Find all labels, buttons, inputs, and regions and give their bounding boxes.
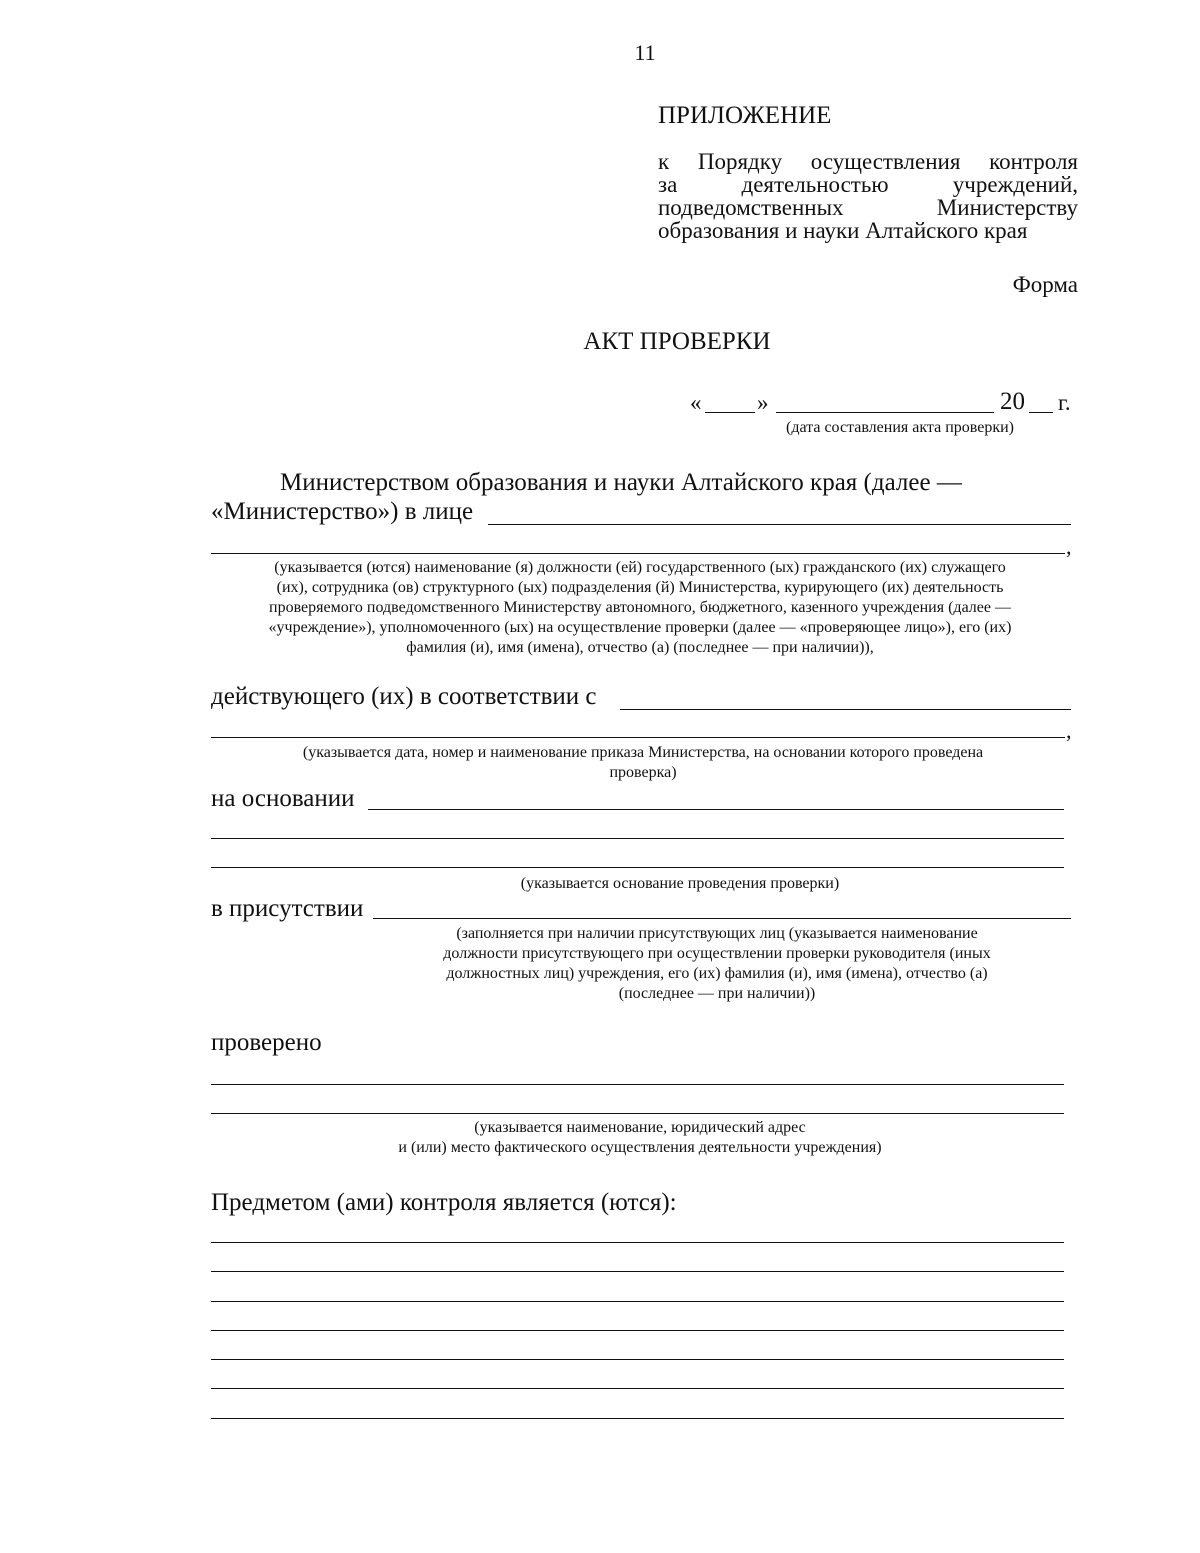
presence-label: в присутствии [211, 895, 364, 922]
subject-field[interactable] [211, 1242, 1064, 1243]
date-day-field[interactable] [705, 412, 755, 413]
date-month-field[interactable] [776, 412, 994, 413]
checked-field[interactable] [211, 1084, 1064, 1085]
appendix-text [658, 150, 1078, 242]
acting-note-line: (указывается дата, номер и наименование приказа Министерства, на основании которого проведена [302, 744, 984, 761]
appendix-line: за деятельностью учреждений, [658, 172, 1078, 197]
appendix-title: ПРИЛОЖЕНИЕ [658, 102, 832, 129]
acting-note-line: проверка) [609, 764, 677, 781]
basis-field-3[interactable] [211, 867, 1064, 868]
date-year-field[interactable] [1029, 412, 1053, 413]
date-note: (дата составления акта проверки) [786, 419, 1014, 436]
ministry-note-line: фамилия (и), имя (имена), отчество (а) (последнее — при наличии)), [406, 639, 874, 656]
ministry-line2: «Министерство») в лице [211, 498, 474, 525]
presence-note [372, 924, 1062, 1004]
date-year-prefix: 20 [1000, 388, 1025, 415]
appendix-line: подведомственных Министерству [658, 195, 1078, 220]
subject-field[interactable] [211, 1418, 1064, 1419]
presence-note-line: должностных лиц) учреждения, его (их) фамилия (и), имя (имена), отчество (а) [446, 965, 988, 982]
acting-label: действующего (их) в соответствии с [211, 683, 597, 710]
subject-field[interactable] [211, 1301, 1064, 1302]
ministry-note-line: «учреждение»), уполномоченного (ых) на осуществление проверки (далее — «проверяющее лицо»), его (их) [268, 619, 1012, 636]
presence-note-line: (заполняется при наличии присутствующих лиц (указывается наименование [456, 925, 978, 942]
date-year-suffix: г. [1058, 390, 1071, 415]
acting-order-field-2[interactable] [211, 737, 1065, 738]
appendix-line: образования и науки Алтайского края [658, 218, 1028, 243]
ministry-note [205, 558, 1075, 658]
act-title: АКТ ПРОВЕРКИ [583, 328, 771, 355]
page-number: 11 [634, 40, 656, 65]
ministry-comma: , [1066, 534, 1072, 559]
date-open-quote: « [690, 390, 702, 415]
checked-field-2[interactable] [211, 1113, 1064, 1114]
presence-note-line: (последнее — при наличии)) [618, 985, 816, 1002]
checked-note [300, 1118, 980, 1158]
subject-field[interactable] [211, 1330, 1064, 1331]
ministry-note-line: (их), сотрудника (ов) структурного (ых) подразделения (й) Министерства, курирующего (их) деятельность [276, 579, 1004, 596]
presence-field[interactable] [373, 918, 1071, 919]
acting-note [211, 743, 1075, 783]
subject-field[interactable] [211, 1359, 1064, 1360]
subject-field[interactable] [211, 1388, 1064, 1389]
presence-note-line: должности присутствующего при осуществлении проверки руководителя (иных [443, 945, 991, 962]
date-close-quote: » [757, 390, 769, 415]
ministry-note-line: проверяемого подведомственного Министерству автономного, бюджетного, казенного учреждения (далее — [269, 599, 1011, 616]
basis-field[interactable] [368, 809, 1064, 810]
checked-note-line: (указывается наименование, юридический адрес [474, 1119, 806, 1136]
acting-order-field[interactable] [620, 709, 1071, 710]
form-label: Форма [1012, 272, 1078, 297]
basis-field-2[interactable] [211, 838, 1064, 839]
ministry-person-field[interactable] [488, 524, 1071, 525]
checked-note-line: и (или) место фактического осуществления деятельности учреждения) [398, 1139, 882, 1156]
ministry-person-field-2[interactable] [211, 553, 1065, 554]
subject-field[interactable] [211, 1271, 1064, 1272]
acting-comma: , [1066, 718, 1072, 743]
basis-label: на основании [211, 785, 355, 812]
ministry-note-line: (указывается (ются) наименование (я) должности (ей) государственного (ых) гражданского (их) служащего [274, 559, 1006, 576]
checked-label: проверено [211, 1029, 322, 1056]
subject-label: Предметом (ами) контроля является (ются): [211, 1189, 677, 1216]
basis-note: (указывается основание проведения проверки) [520, 875, 840, 892]
appendix-line: к Порядку осуществления контроля [658, 149, 1078, 174]
ministry-line1: Министерством образования и науки Алтайского края (далее — [280, 469, 962, 496]
